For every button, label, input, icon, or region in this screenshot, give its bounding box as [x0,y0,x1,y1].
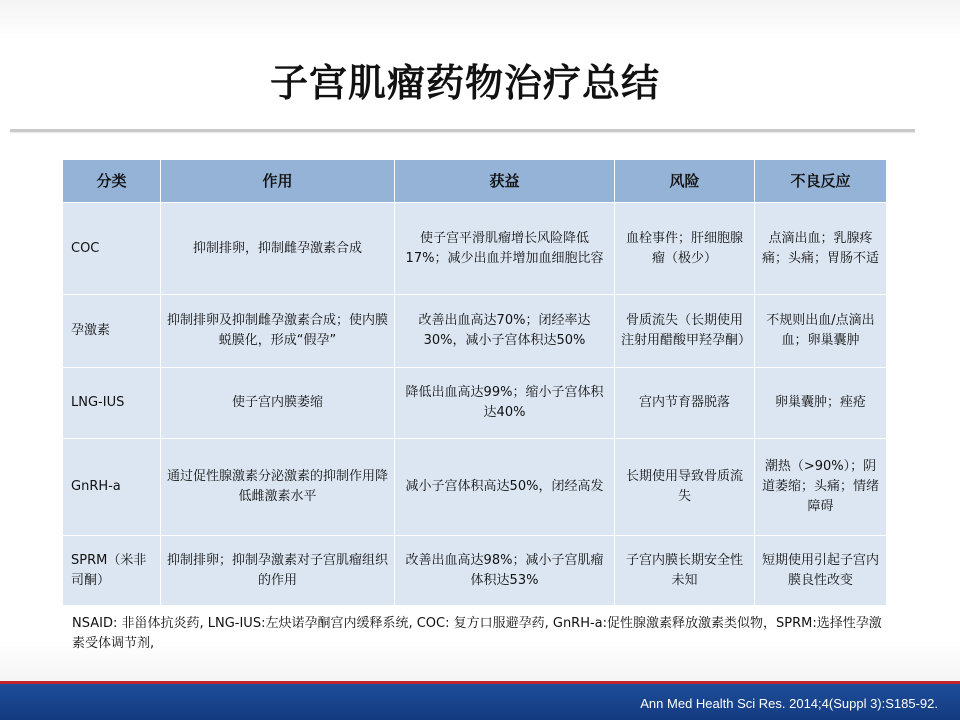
cell-benefit: 减小子宫体积高达50%，闭经高发 [395,439,615,536]
citation: Ann Med Health Sci Res. 2014;4(Suppl 3):S185-92. [640,696,938,711]
cell-category: GnRH-a [63,439,161,536]
cell-adverse: 点滴出血；乳腺疼痛；头痛；胃肠不适 [755,203,887,295]
header-category: 分类 [63,160,161,203]
cell-adverse: 潮热（>90%）；阴道萎缩；头痛；情绪障碍 [755,439,887,536]
cell-risk: 长期使用导致骨质流失 [615,439,755,536]
cell-action: 抑制排卵；抑制孕激素对子宫肌瘤组织的作用 [161,536,395,606]
cell-risk: 骨质流失（长期使用注射用醋酸甲羟孕酮） [615,295,755,368]
abbreviation-note: NSAID: 非甾体抗炎药, LNG-IUS:左炔诺孕酮宫内缓释系统, COC: 复方口服避孕药, GnRH-a:促性腺激素释放激素类似物，SPRM:选择性孕激素受体调节剂, [72,616,882,651]
cell-risk: 子宫内膜长期安全性未知 [615,536,755,606]
cell-category: 孕激素 [63,295,161,368]
table-row [63,536,887,606]
cell-action: 抑制排卵及抑制雌孕激素合成；使内膜蜕膜化，形成“假孕” [161,295,395,368]
cell-action: 通过促性腺激素分泌激素的抑制作用降低雌激素水平 [161,439,395,536]
cell-risk: 宫内节育器脱落 [615,368,755,439]
cell-adverse: 不规则出血/点滴出血；卵巢囊肿 [755,295,887,368]
cell-adverse: 短期使用引起子宫内膜良性改变 [755,536,887,606]
title-divider [10,129,915,132]
cell-risk: 血栓事件；肝细胞腺瘤（极少） [615,203,755,295]
cell-benefit: 使子宫平滑肌瘤增长风险降低17%；减少出血并增加血细胞比容 [395,203,615,295]
cell-benefit: 降低出血高达99%；缩小子宫体积达40% [395,368,615,439]
cell-category: SPRM（米非司酮） [63,536,161,606]
summary-table [62,159,887,606]
cell-benefit: 改善出血高达98%；减小子宫肌瘤体积达53% [395,536,615,606]
cell-action: 使子宫内膜萎缩 [161,368,395,439]
cell-category: LNG-IUS [63,368,161,439]
header-action: 作用 [161,160,395,203]
table-header-row [63,160,887,203]
slide-title: 子宫肌瘤药物治疗总结 [269,61,660,105]
table-row [63,203,887,295]
cell-benefit: 改善出血高达70%；闭经率达30%，减小子宫体积达50% [395,295,615,368]
header-risk: 风险 [615,160,755,203]
cell-adverse: 卵巢囊肿；痤疮 [755,368,887,439]
table-row [63,439,887,536]
table-row [63,368,887,439]
cell-category: COC [63,203,161,295]
cell-action: 抑制排卵，抑制雌孕激素合成 [161,203,395,295]
header-adverse-effects: 不良反应 [755,160,887,203]
header-benefit: 获益 [395,160,615,203]
table-row [63,295,887,368]
